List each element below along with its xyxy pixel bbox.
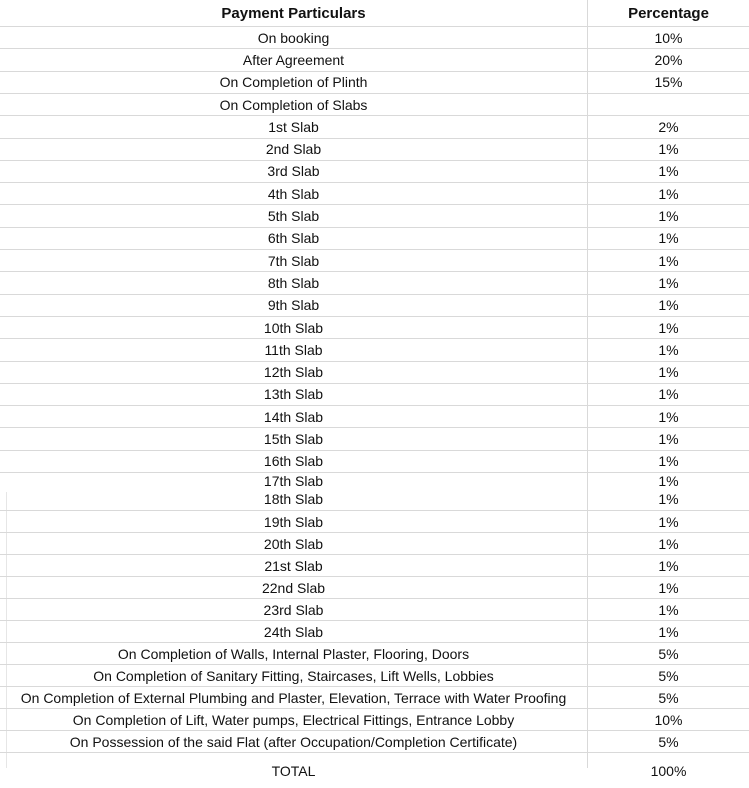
row-particular: 19th Slab <box>263 513 324 530</box>
table-row <box>0 686 749 708</box>
row-percentage: 1% <box>658 535 679 552</box>
table-row <box>0 26 749 48</box>
header-row <box>0 0 749 26</box>
table-row <box>0 620 749 642</box>
row-percentage: 1% <box>658 472 679 489</box>
row-percentage: 1% <box>658 579 679 596</box>
row-particular: 17th Slab <box>263 472 324 489</box>
row-percentage: 20% <box>654 51 683 68</box>
row-particular: On Completion of Lift, Water pumps, Electrical Fittings, Entrance Lobby <box>72 711 515 728</box>
table-row <box>0 93 749 115</box>
table-row <box>0 405 749 427</box>
row-percentage: 1% <box>658 185 679 202</box>
row-particular: 4th Slab <box>267 185 320 202</box>
row-particular: 21st Slab <box>264 557 323 574</box>
row-particular: 7th Slab <box>267 252 320 269</box>
table-row <box>0 642 749 664</box>
table-row <box>0 271 749 293</box>
table-row <box>0 427 749 449</box>
row-particular: 16th Slab <box>263 453 324 470</box>
table-row <box>0 204 749 226</box>
table-row <box>0 294 749 316</box>
table-row <box>0 472 749 488</box>
row-particular: 1st Slab <box>268 118 319 135</box>
table-row <box>0 488 749 510</box>
table-row <box>0 71 749 93</box>
row-percentage: 1% <box>658 513 679 530</box>
table-row <box>0 160 749 182</box>
row-particular: 3rd Slab <box>267 163 320 180</box>
row-percentage: 100% <box>650 762 687 779</box>
row-particular: 24th Slab <box>263 623 324 640</box>
row-percentage: 1% <box>658 141 679 158</box>
row-percentage: 1% <box>658 431 679 448</box>
table-row <box>0 115 749 137</box>
table-row <box>0 227 749 249</box>
row-percentage: 10% <box>654 711 683 728</box>
table-row <box>0 182 749 204</box>
row-particular: After Agreement <box>242 51 345 68</box>
row-percentage: 1% <box>658 408 679 425</box>
row-percentage: 5% <box>658 733 679 750</box>
table-row <box>0 450 749 472</box>
row-particular: 6th Slab <box>267 230 320 247</box>
row-particular: 14th Slab <box>263 408 324 425</box>
row-particular: 18th Slab <box>263 491 324 507</box>
row-particular: 23rd Slab <box>263 601 324 618</box>
row-particular: On Possession of the said Flat (after Occupation/Completion Certificate) <box>69 733 518 750</box>
row-percentage: 1% <box>658 386 679 403</box>
table-row <box>0 554 749 576</box>
table-row <box>0 708 749 730</box>
row-particular: On booking <box>257 29 330 46</box>
row-particular: On Completion of Walls, Internal Plaster, Flooring, Doors <box>117 645 470 662</box>
row-percentage: 1% <box>658 274 679 291</box>
row-percentage: 15% <box>654 74 683 91</box>
table-row <box>0 598 749 620</box>
table-row <box>0 752 749 788</box>
row-percentage: 1% <box>658 491 679 507</box>
row-particular: 11th Slab <box>264 341 323 358</box>
table-row <box>0 664 749 686</box>
row-percentage: 5% <box>658 689 679 706</box>
row-percentage: 10% <box>654 29 683 46</box>
table-row <box>0 138 749 160</box>
row-percentage <box>588 94 749 115</box>
row-percentage: 1% <box>658 557 679 574</box>
header-percentage: Percentage <box>628 4 709 22</box>
table-row <box>0 576 749 598</box>
row-particular: 15th Slab <box>263 431 324 448</box>
row-percentage: 5% <box>658 667 679 684</box>
row-percentage: 1% <box>658 297 679 314</box>
row-particular: 9th Slab <box>267 297 320 314</box>
row-percentage: 1% <box>658 453 679 470</box>
row-percentage: 1% <box>658 623 679 640</box>
row-particular: 8th Slab <box>267 274 320 291</box>
table-row <box>0 361 749 383</box>
row-particular: 20th Slab <box>263 535 324 552</box>
row-percentage: 5% <box>658 645 679 662</box>
table-row <box>0 383 749 405</box>
table-row <box>0 532 749 554</box>
row-percentage: 1% <box>658 319 679 336</box>
table-row <box>0 249 749 271</box>
table-row <box>0 48 749 70</box>
row-percentage: 1% <box>658 208 679 225</box>
header-particulars: Payment Particulars <box>221 4 366 22</box>
row-particular: On Completion of Sanitary Fitting, Staircases, Lift Wells, Lobbies <box>93 667 494 684</box>
row-percentage: 2% <box>658 118 679 135</box>
row-particular: On Completion of External Plumbing and Plaster, Elevation, Terrace with Water Proofing <box>20 689 567 706</box>
row-particular: 5th Slab <box>267 208 320 225</box>
row-particular: 13th Slab <box>263 386 324 403</box>
row-percentage: 1% <box>658 230 679 247</box>
row-particular: On Completion of Slabs <box>219 96 368 113</box>
table-row <box>0 338 749 360</box>
table-row <box>0 316 749 338</box>
row-particular: 12th Slab <box>263 364 324 381</box>
row-percentage: 1% <box>658 163 679 180</box>
row-particular: 10th Slab <box>263 319 324 336</box>
row-percentage: 1% <box>658 252 679 269</box>
row-percentage: 1% <box>658 341 679 358</box>
row-particular: 22nd Slab <box>261 579 326 596</box>
table-row <box>0 730 749 752</box>
row-particular: 2nd Slab <box>265 141 322 158</box>
row-particular: On Completion of Plinth <box>219 74 368 91</box>
row-percentage: 1% <box>658 601 679 618</box>
table-row <box>0 510 749 532</box>
row-percentage: 1% <box>658 364 679 381</box>
row-particular: TOTAL <box>271 762 316 779</box>
